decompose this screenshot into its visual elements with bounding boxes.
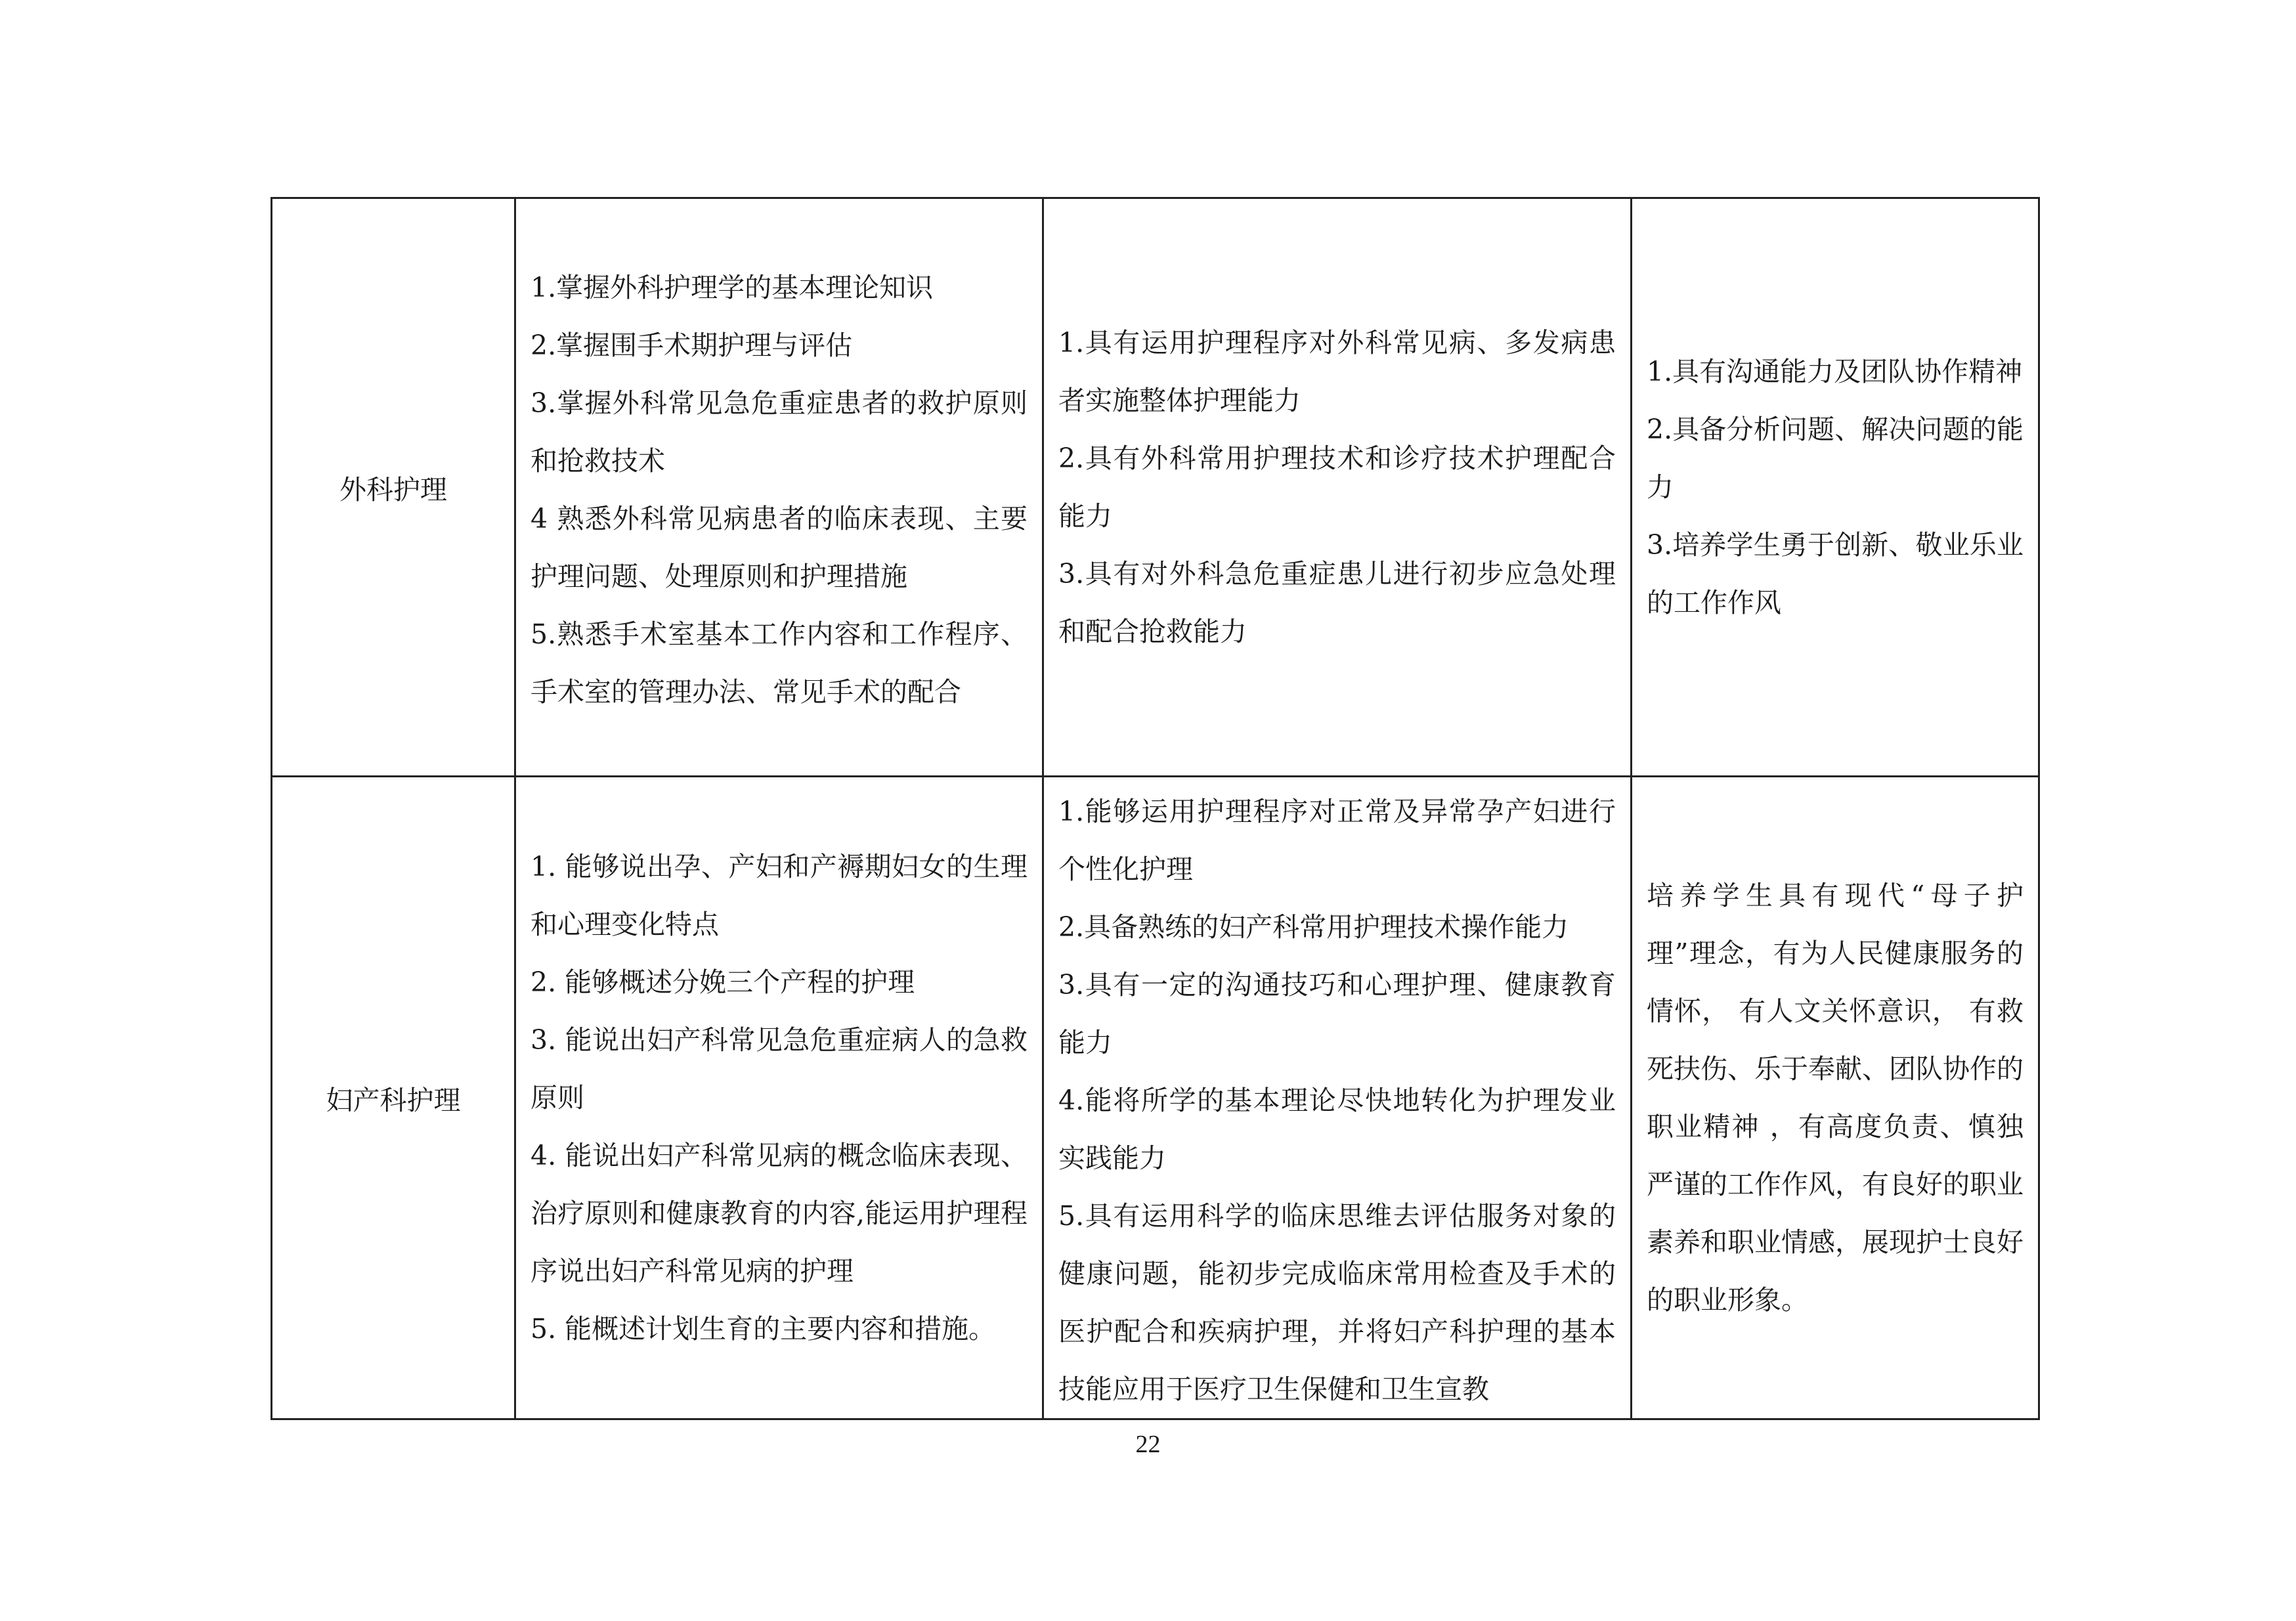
knowledge-list <box>516 838 1042 1358</box>
list-item: 4. 能说出妇产科常见病的概念临床表现、治疗原则和健康教育的内容,能运用护理程序说出妇产科常见病的护理 <box>531 1140 1028 1287</box>
qualities-list <box>1632 867 2038 1329</box>
list-item: 4.能将所学的基本理论尽快地转化为护理发业实践能力 <box>1058 1085 1616 1174</box>
list-item: 2.掌握围手术期护理与评估 <box>531 330 853 361</box>
skills-list <box>1044 314 1630 660</box>
knowledge-cell <box>515 777 1043 1419</box>
list-item: 2.具有外科常用护理技术和诊疗技术护理配合能力 <box>1058 443 1616 532</box>
list-item: 1. 能够说出孕、产妇和产褥期妇女的生理和心理变化特点 <box>531 851 1028 940</box>
list-item: 3.具有对外科急危重症患儿进行初步应急处理和配合抢救能力 <box>1058 558 1616 647</box>
list-item: 3.培养学生勇于创新、敬业乐业的工作作风 <box>1647 529 2024 618</box>
list-item: 1.能够运用护理程序对正常及异常孕产妇进行个性化护理 <box>1058 796 1616 885</box>
list-item: 2.具备分析问题、解决问题的能力 <box>1647 414 2024 503</box>
skills-cell <box>1043 777 1632 1419</box>
list-item: 1.具有运用护理程序对外科常见病、多发病患者实施整体护理能力 <box>1058 327 1616 416</box>
skills-cell <box>1043 198 1632 777</box>
qualities-list <box>1632 343 2038 632</box>
list-item: 1.具有沟通能力及团队协作精神 <box>1647 356 2023 387</box>
list-item: 4 熟悉外科常见病患者的临床表现、主要护理问题、处理原则和护理措施 <box>531 503 1028 592</box>
list-item: 5. 能概述计划生育的主要内容和措施。 <box>531 1313 996 1345</box>
course-name: 妇产科护理 <box>326 1084 461 1116</box>
qualities-cell <box>1632 777 2039 1419</box>
list-item: 3.具有一定的沟通技巧和心理护理、健康教育能力 <box>1058 969 1616 1058</box>
knowledge-list <box>516 253 1042 721</box>
list-item: 培养学生具有现代“母子护理”理念，有为人民健康服务的情怀， 有人文关怀意识， 有救死扶伤、乐于奉献、团队协作的职业精神 ，有高度负责、慎独严谨的工作作风，有良好的职业素养和职业情感，展现护士良好的职业形象。 <box>1647 880 2024 1316</box>
table-row-obstetric-nursing <box>272 777 2039 1419</box>
page-number: 22 <box>1135 1431 1161 1458</box>
course-name: 外科护理 <box>339 473 447 506</box>
knowledge-cell <box>515 198 1043 777</box>
list-item: 2.具备熟练的妇产科常用护理技术操作能力 <box>1058 911 1569 943</box>
list-item: 1.掌握外科护理学的基本理论知识 <box>531 272 934 303</box>
list-item: 3.掌握外科常见急危重症患者的救护原则和抢救技术 <box>531 387 1028 477</box>
course-cell <box>272 198 515 777</box>
table-row-surgical-nursing <box>272 198 2039 777</box>
list-item: 3. 能说出妇产科常见急危重症病人的急救原则 <box>531 1024 1028 1113</box>
qualities-cell <box>1632 198 2039 777</box>
list-item: 5.熟悉手术室基本工作内容和工作程序、手术室的管理办法、常见手术的配合 <box>531 618 1028 708</box>
list-item: 5.具有运用科学的临床思维去评估服务对象的健康问题，能初步完成临床常用检查及手术的医护配合和疾病护理，并将妇产科护理的基本技能应用于医疗卫生保健和卫生宣教 <box>1058 1200 1616 1405</box>
course-cell <box>272 777 515 1419</box>
list-item: 2. 能够概述分娩三个产程的护理 <box>531 966 915 998</box>
curriculum-table <box>271 197 2040 1420</box>
skills-list <box>1044 777 1630 1418</box>
